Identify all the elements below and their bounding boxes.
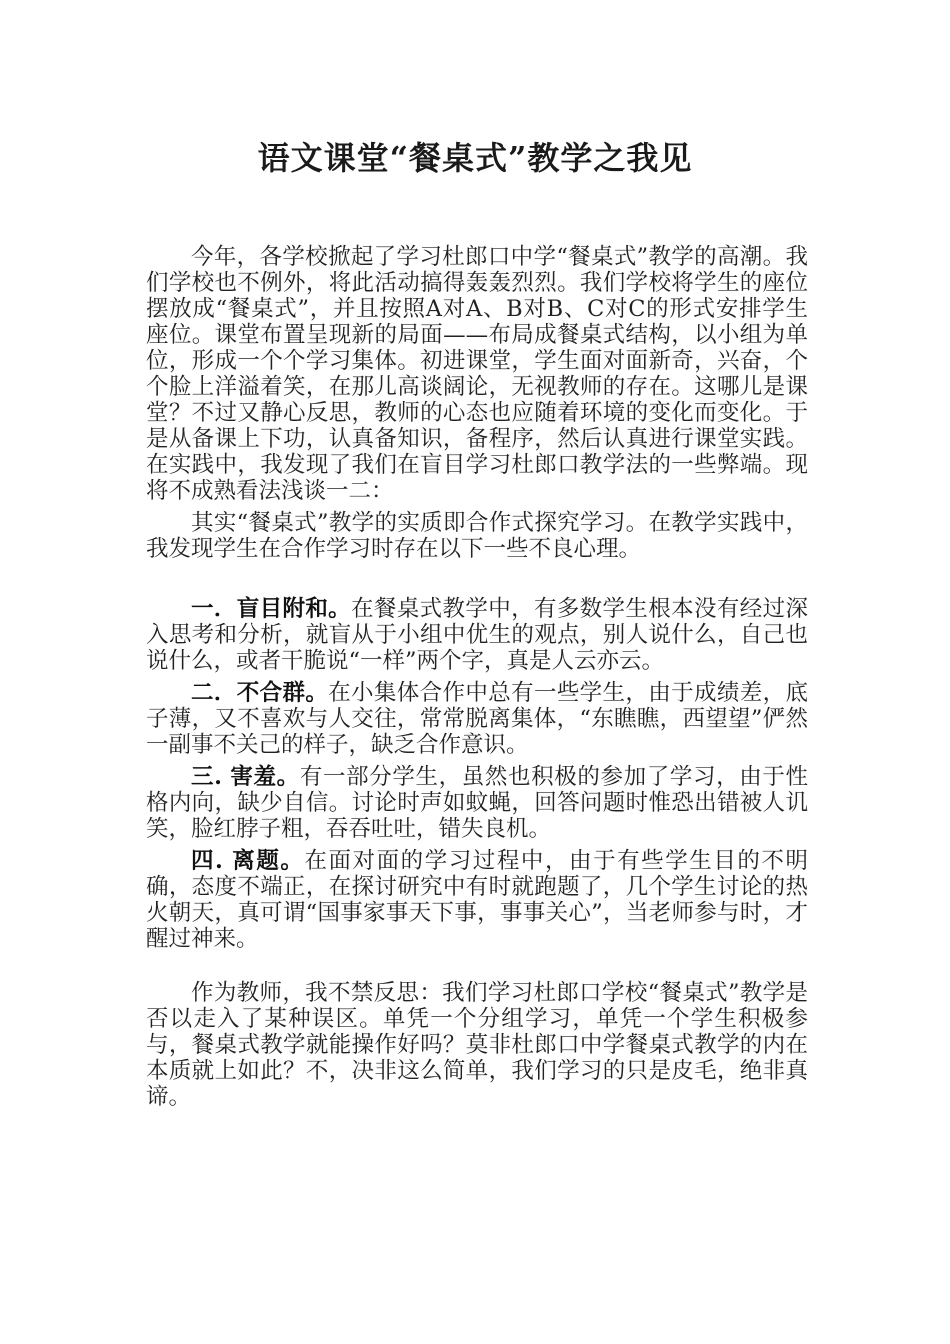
- point-3-text-first: 有一部分学生，虽然也积极的参加了学习，由于: [299, 764, 786, 790]
- point-1-heading: 一．盲目附和。: [191, 596, 352, 622]
- intro-paragraph: [146, 244, 808, 504]
- point-3-paragraph: [146, 764, 808, 842]
- point-3-heading: 三. 害羞。: [191, 764, 300, 790]
- point-3-text-rest: 性格内向，缺少自信。讨论时声如蚊蝇，回答问题时惟恐出错被人讥笑，脸红脖子粗，吞吞吐吐，错失良机。: [146, 764, 808, 842]
- point-4-heading: 四. 离题。: [191, 848, 305, 874]
- point-2-paragraph: [146, 680, 808, 758]
- point-2-heading: 二．不合群。: [191, 680, 329, 706]
- point-2-text-rest: 底子薄，又不喜欢与人交往，常常脱离集体，“东瞧瞧，西望望”俨然一副事不关己的样子，缺乏合作意识。: [146, 680, 808, 758]
- intro-line-1: 今年，各学校掀起了学习杜郎口中学“餐桌式”教学的高潮。我们学校也不例外，将此活动搞得轰轰烈烈。我们学校将学生的座位摆放成“餐桌式”，并且按照A对A、B对B、C对C的: [146, 244, 808, 322]
- point-1-paragraph: [146, 596, 808, 674]
- conclusion-paragraph: 作为教师，我不禁反思：我们学习杜郎口学校“餐桌式”教学是否以走入了某种误区。单凭一个分组学习，单凭一个学生积极参与，餐桌式教学就能操作好吗？莫非杜郎口中学餐桌式教学的内在本质就上如此？不，决非这么简单，我们学习的只是皮毛，绝非真谛。: [146, 980, 808, 1110]
- document-body: [146, 244, 808, 1110]
- point-1-text-rest: 过深入思考和分析，就盲从于小组中优生的观点，别人说什么，自己也说什么，或者干脆说“一样”两个字，真是人云亦云。: [146, 596, 808, 674]
- point-4-text-first: 在面对面的学习过程中，由于有些学生目的不明: [304, 848, 808, 874]
- point-2-text-first: 在小集体合作中总有一些学生，由于成绩差，: [328, 680, 786, 706]
- document-title: 语文课堂“餐桌式”教学之我见: [257, 139, 693, 177]
- summary-paragraph: 其实“餐桌式”教学的实质即合作式探究学习。在教学实践中，我发现学生在合作学习时存在以下一些不良心理。: [146, 510, 808, 562]
- point-1-text-first: 在餐桌式教学中，有多数学生根本没有经: [351, 596, 763, 622]
- intro-rest: 形式安排学生座位。课堂布置呈现新的局面——布局成餐桌式结构，以小组为单位，形成一个个学习集体。初进课堂，学生面对面新奇，兴奋，个个脸上洋溢着笑，在那儿高谈阔论，无视教师的存在。这哪儿是课堂？不过又静心反思，教师的心态也应随着环境的变化而变化。于是从备课上下功，认真备知识，备程序，然后认真进行课堂实践。在实践中，我发现了我们在盲目学习杜郎口教学法的一些弊端。现将不成熟看法浅谈一二：: [146, 296, 808, 504]
- point-4-text-rest: 确，态度不端正，在探讨研究中有时就跑题了，几个学生讨论的热火朝天，真可谓“国事家事天下事，事事关心”，当老师参与时，才醒过神来。: [146, 874, 808, 952]
- point-4-paragraph: [146, 848, 808, 952]
